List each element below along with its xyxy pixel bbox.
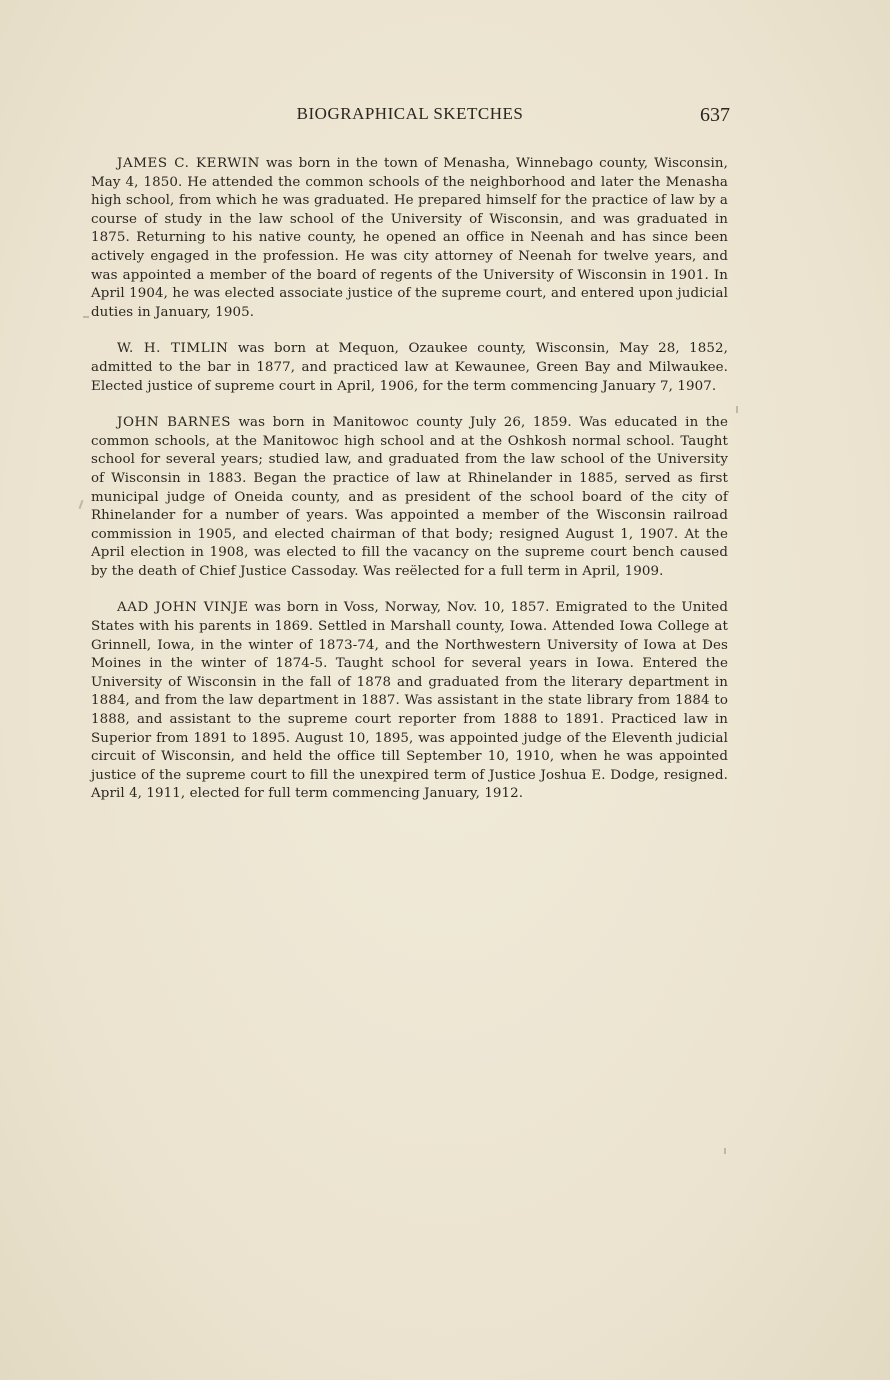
sketch-text: was born in Voss, Norway, Nov. 10, 1857. Emigrated to the United States with his parents in 1869. Settled in Marshall county, Iowa. Attended Iowa College at Grinnell, Iowa, in the winter of 1873-74, and the Northwestern University of Iowa at Des Moines in the winter of 1874-5. Taught school for several years in Iowa. Entered the University of Wisconsin in the fall of 1878 and graduated from the literary department in 1884, and from the law department in 1887. Was assistant in the state library from 1884 to 1888, and assistant to the supreme court reporter from 1888 to 1891. Practiced law in Superior from 1891 to 1895. August 10, 1895, was appointed judge of the Eleventh judicial circuit of Wisconsin, and held the office till September 10, 1910, when he was appointed justice of the supreme court to fill the unexpired term of Justice Joshua E. Dodge, resigned. April 4, 1911, elected for full term commencing January, 1912. <box>91 600 728 802</box>
running-title: BIOGRAPHICAL SKETCHES <box>296 104 524 123</box>
sketch-name: W. H. TIMLIN <box>117 341 229 357</box>
sketch-name: JOHN BARNES <box>117 415 231 431</box>
sketches-body <box>91 155 728 822</box>
sketch-name: AAD JOHN VINJE <box>117 600 249 616</box>
paper-speck <box>724 1148 726 1154</box>
sketch-text: was born in the town of Menasha, Winnebago county, Wisconsin, May 4, 1850. He attended the common schools of the neighborhood and later the Menasha high school, from which he was graduated. He prepared himself for the practice of law by a course of study in the law school of the University of Wisconsin, and was graduated in 1875. Returning to his native county, he opened an office in Neenah and has since been actively engaged in the profession. He was city attorney of Neenah for twelve years, and was appointed a member of the board of regents of the University of Wisconsin in 1901. In April 1904, he was elected associate justice of the supreme court, and entered upon judicial duties in January, 1905. <box>91 156 728 320</box>
paper-speck <box>79 500 84 509</box>
paper-speck <box>736 406 738 413</box>
sketch-text: was born in Manitowoc county July 26, 1859. Was educated in the common schools, at the Manitowoc high school and at the Oshkosh normal school. Taught school for several years; studied law, and graduated from the law school of the University of Wisconsin in 1883. Began the practice of law at Rhinelander in 1885, served as first municipal judge of Oneida county, and as president of the school board of the city of Rhinelander for a number of years. Was appointed a member of the Wisconsin railroad commission in 1905, and elected chairman of that body; resigned August 1, 1907. At the April election in 1908, was elected to fill the vacancy on the supreme court bench caused by the death of Chief Justice Cassoday. Was reëlected for a full term in April, 1909. <box>91 415 729 579</box>
running-header <box>90 104 730 128</box>
sketch-barnes <box>91 414 728 581</box>
sketch-text: was born at Mequon, Ozaukee county, Wisconsin, May 28, 1852, admitted to the bar in 1877, and practiced law at Kewaunee, Green Bay and Milwaukee. Elected justice of supreme court in April, 1906, for the term commencing January 7, 1907. <box>91 341 729 394</box>
page-number: 637 <box>700 104 730 126</box>
sketch-kerwin <box>91 155 728 322</box>
sketch-timlin <box>91 340 728 396</box>
paper-speck <box>83 316 89 318</box>
sketch-name: JAMES C. KERWIN <box>117 156 260 171</box>
sketch-vinje <box>91 599 728 804</box>
